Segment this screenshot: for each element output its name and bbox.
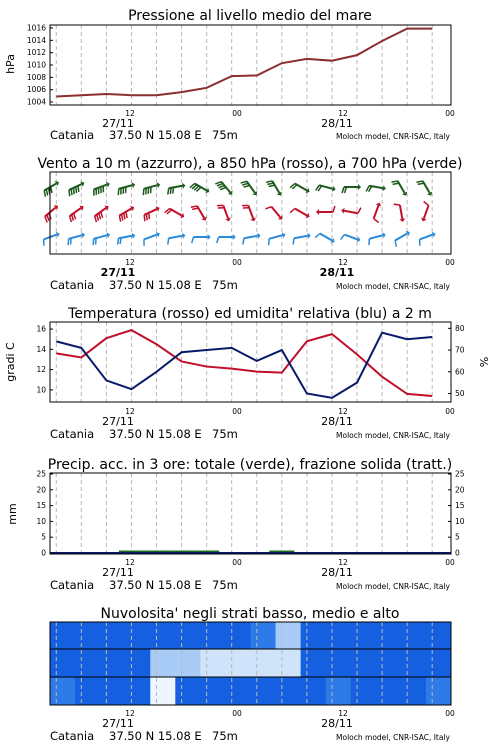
- temperature-location: [50, 427, 451, 441]
- y-tick-label: 1012: [26, 48, 46, 58]
- wind-barb: [94, 182, 110, 196]
- y-tick-label: 25: [455, 469, 465, 479]
- precipitation-ylabel: mm: [6, 503, 19, 525]
- y-tick-label: 1010: [26, 60, 46, 70]
- wind-barb-feather: [269, 185, 275, 186]
- tick-12-b: 12: [338, 709, 348, 718]
- wind-barb: [168, 233, 186, 245]
- wind-barb-feather: [244, 185, 250, 187]
- cloud-cell: [200, 649, 226, 677]
- cloud-cell: [100, 677, 126, 705]
- cloud-cell: [150, 622, 176, 649]
- wind-barb-feather: [341, 235, 345, 240]
- cloud-cell: [376, 649, 402, 677]
- wind-barb: [118, 233, 136, 245]
- loc-coords: 37.50 N 15.08 E: [109, 578, 202, 592]
- wind-barb: [342, 184, 361, 193]
- wind-barb: [421, 201, 429, 221]
- cloud-cell: [351, 622, 377, 649]
- wind-barb-feather: [118, 238, 119, 244]
- wind-barb: [417, 181, 433, 196]
- model-credit: Moloch model, CNR-ISAC, Italy: [336, 282, 450, 291]
- loc-elev: 75m: [212, 578, 238, 592]
- y-tick-label: 10: [36, 516, 46, 526]
- cloud-location: [50, 729, 451, 743]
- wind-barb-feather: [146, 214, 147, 220]
- wind-barb-feather: [101, 212, 103, 218]
- cloud-cell: [426, 622, 452, 649]
- cloud-cell: [351, 677, 377, 705]
- wind-barb-feather: [97, 215, 99, 221]
- loc-coords: 37.50 N 15.08 E: [109, 427, 202, 441]
- cloud-title: Nuvolosita' negli strati basso, medio e alto: [100, 606, 400, 622]
- wind-barb: [217, 205, 231, 221]
- tick-12-a: 12: [125, 258, 135, 267]
- tick-00-b: 00: [445, 709, 455, 718]
- cloud-cell: [251, 622, 277, 649]
- cloud-cell: [401, 677, 427, 705]
- cloud-cell: [276, 622, 302, 649]
- wind-barb-feather: [217, 237, 219, 243]
- wind-barb: [241, 181, 258, 195]
- cloud-cell: [75, 622, 101, 649]
- cloud-cell: [401, 622, 427, 649]
- temperature-grid: [56, 322, 432, 402]
- wind-barb-feather: [70, 216, 72, 222]
- wind-barb-feather: [358, 208, 361, 214]
- loc-name: Catania: [50, 729, 95, 743]
- pressure-grid: [56, 25, 432, 105]
- wind-barb-feather: [243, 238, 244, 244]
- pressure-location: [50, 128, 451, 142]
- wind-barb-feather: [219, 185, 225, 187]
- wind-barb-feather: [168, 238, 169, 244]
- wind-barb-feather: [74, 213, 76, 219]
- wind-barb-shaft: [144, 235, 157, 240]
- wind-barb-feather: [394, 204, 400, 205]
- cloud-cell: [426, 677, 452, 705]
- cloud-cell: [75, 677, 101, 705]
- wind-barb-feather: [241, 181, 247, 183]
- wind-barb-feather: [71, 189, 72, 195]
- wind-barb-feather: [391, 181, 397, 182]
- tick-12-a: 12: [125, 407, 135, 416]
- cloud-cell: [175, 677, 201, 705]
- pressure-ylabel: hPa: [4, 54, 17, 74]
- cloud-cell: [326, 677, 352, 705]
- wind-barb: [265, 207, 282, 220]
- wind-barb: [341, 208, 361, 214]
- cloud-cell: [125, 677, 151, 705]
- model-credit: Moloch model, CNR-ISAC, Italy: [336, 582, 450, 591]
- wind-barb: [366, 185, 386, 192]
- wind-barb-feather: [267, 183, 273, 184]
- wind-barb-shaft: [295, 209, 307, 216]
- wind-barb: [45, 205, 58, 222]
- cloud-cell: [200, 677, 226, 705]
- wind-barb-feather: [242, 183, 248, 185]
- temperature-title: Temperatura (rosso) ed umidita' relativa (blu) a 2 m: [68, 306, 432, 322]
- wind-barb-feather: [220, 187, 226, 189]
- pressure-line: [56, 29, 432, 97]
- wind-barb-head: [358, 184, 361, 190]
- cloud-cell: [225, 622, 251, 649]
- cloud-cells: [50, 622, 452, 705]
- wind-barb-feather: [51, 187, 52, 193]
- cloud-cell: [125, 622, 151, 649]
- model-credit: Moloch model, CNR-ISAC, Italy: [336, 431, 450, 440]
- wind-barb-shaft: [374, 205, 379, 218]
- wind-barb-feather: [266, 181, 272, 182]
- tick-00-a: 00: [232, 407, 242, 416]
- wind-barb-feather: [170, 188, 171, 194]
- cloud-cell: [376, 677, 402, 705]
- wind-barb-feather: [122, 214, 123, 220]
- wind-barb: [391, 181, 407, 196]
- wind-barb-feather: [192, 208, 198, 209]
- cloud-cell: [100, 649, 126, 677]
- cloud-cell: [100, 622, 126, 649]
- wind-barb-shaft: [420, 235, 433, 240]
- wind-barb-feather: [192, 237, 194, 243]
- y-tick-label: 5: [41, 532, 46, 542]
- wind-barb-feather: [69, 190, 70, 196]
- wind-barb-feather: [74, 188, 75, 194]
- precipitation-location: [50, 578, 451, 592]
- wind-barb-feather: [418, 183, 424, 184]
- y-tick-label: 0: [41, 548, 46, 558]
- wind-barb-shaft: [269, 235, 283, 239]
- wind-xaxis: [101, 258, 455, 279]
- wind-barb-feather: [99, 213, 101, 219]
- y-tick-label: 10: [455, 516, 465, 526]
- wind-barb: [118, 182, 135, 195]
- wind-barb: [69, 181, 84, 196]
- wind-barb: [316, 185, 336, 192]
- y-tick-label: 12: [36, 365, 46, 375]
- y-tick-label: 80: [455, 323, 465, 333]
- tick-00-b: 00: [445, 109, 455, 118]
- wind-barb-feather: [76, 187, 77, 193]
- wind-barb: [119, 206, 134, 222]
- y-tick-label: 1006: [26, 85, 46, 95]
- loc-coords: 37.50 N 15.08 E: [109, 729, 202, 743]
- loc-elev: 75m: [212, 427, 238, 441]
- wind-barb-feather: [44, 191, 45, 197]
- cloud-cell: [50, 622, 76, 649]
- model-credit: Moloch model, CNR-ISAC, Italy: [336, 733, 450, 742]
- wind-barb-feather: [124, 213, 125, 219]
- cloud-cell: [225, 649, 251, 677]
- wind-barb-feather: [168, 188, 169, 194]
- wind-barb: [269, 232, 286, 245]
- wind-barb-feather: [342, 187, 344, 193]
- pressure-yticks: [27, 24, 53, 107]
- y-tick-label: 20: [455, 485, 465, 495]
- humidity-ylabel: %: [478, 356, 491, 368]
- cloud-cell: [376, 622, 402, 649]
- wind-panel: [37, 156, 462, 292]
- tick-00-a: 00: [232, 558, 242, 567]
- wind-barb-shaft: [395, 234, 407, 241]
- wind-barb: [44, 232, 60, 246]
- wind-barb: [293, 233, 311, 245]
- tick-12-b: 12: [338, 109, 348, 118]
- cloud-cell: [301, 677, 327, 705]
- wind-barb-shaft: [400, 205, 402, 219]
- wind-barb-feather: [424, 201, 429, 205]
- wind-barb-head: [233, 234, 236, 240]
- date-1: 27/11: [100, 266, 136, 279]
- wind-barb-feather: [393, 183, 399, 184]
- y-tick-label: 16: [36, 324, 46, 334]
- wind-barb-feather: [149, 213, 150, 219]
- wind-barb: [374, 203, 382, 223]
- wind-barb-feather: [215, 182, 221, 184]
- precipitation-title: Precip. acc. in 3 ore: totale (verde), frazione solida (tratt.): [47, 457, 453, 473]
- temperature-yticks: [36, 325, 53, 395]
- cloud-cell: [301, 649, 327, 677]
- tick-00-a: 00: [232, 258, 242, 267]
- y-tick-label: 50: [455, 388, 465, 398]
- date-2: 28/11: [321, 415, 353, 428]
- wind-barb-head: [399, 218, 405, 221]
- wind-barb-shaft: [424, 205, 429, 218]
- date-2: 28/11: [321, 566, 353, 579]
- wind-barb-head: [257, 233, 260, 239]
- tick-00-a: 00: [232, 109, 242, 118]
- cloud-cell: [175, 649, 201, 677]
- y-tick-label: 5: [455, 532, 460, 542]
- date-2: 28/11: [319, 266, 355, 279]
- date-2: 28/11: [321, 717, 353, 730]
- loc-name: Catania: [50, 128, 95, 142]
- y-tick-label: 10: [36, 385, 46, 395]
- wind-barb: [144, 206, 159, 221]
- humidity-line: [56, 333, 432, 398]
- cloud-cell: [125, 649, 151, 677]
- wind-barbs: [44, 181, 436, 247]
- pressure-title: Pressione al livello medio del mare: [128, 8, 372, 24]
- wind-barb: [243, 233, 261, 245]
- tick-12-a: 12: [125, 558, 135, 567]
- y-tick-label: 1016: [26, 23, 46, 33]
- pressure-xaxis: [102, 109, 455, 130]
- cloud-cell: [251, 649, 277, 677]
- tick-12-a: 12: [125, 109, 135, 118]
- cloud-cell: [175, 622, 201, 649]
- wind-barb-feather: [191, 206, 197, 207]
- wind-barb-head: [208, 234, 211, 240]
- model-credit: Moloch model, CNR-ISAC, Italy: [336, 132, 450, 141]
- y-tick-label: 60: [455, 367, 465, 377]
- tick-00-b: 00: [445, 407, 455, 416]
- wind-barb-feather: [395, 241, 396, 247]
- cloud-cell: [276, 677, 302, 705]
- wind-barb-feather: [315, 234, 320, 238]
- wind-barb-head: [341, 208, 344, 214]
- loc-elev: 75m: [212, 128, 238, 142]
- wind-barb: [93, 232, 110, 245]
- wind-barb-feather: [72, 215, 74, 221]
- wind-location: [50, 278, 451, 292]
- precipitation-panel: [6, 457, 465, 592]
- pressure-panel: [4, 8, 455, 142]
- cloud-cell: [276, 649, 302, 677]
- wind-barb-head: [382, 185, 385, 191]
- wind-barb-shaft: [320, 234, 332, 241]
- wind-title: Vento a 10 m (azzurro), a 850 hPa (rosso), a 700 hPa (verde): [37, 156, 463, 172]
- y-tick-label: 0: [455, 548, 460, 558]
- wind-barb: [215, 182, 232, 195]
- wind-barb-feather: [417, 181, 423, 182]
- wind-barb-shaft: [271, 207, 280, 218]
- wind-barb-feather: [293, 238, 294, 244]
- wind-barb-feather: [45, 216, 47, 222]
- cloud-cell: [426, 649, 452, 677]
- wind-barb-shaft: [294, 236, 308, 238]
- tick-00-b: 00: [445, 258, 455, 267]
- precipitation-frame: [50, 473, 451, 554]
- tick-12-a: 12: [125, 709, 135, 718]
- wind-barb-feather: [290, 209, 295, 213]
- loc-name: Catania: [50, 578, 95, 592]
- y-tick-label: 14: [36, 344, 46, 354]
- wind-barb: [95, 206, 109, 223]
- cloud-cell: [351, 649, 377, 677]
- y-tick-label: 1014: [26, 35, 46, 45]
- cloud-cell: [326, 649, 352, 677]
- date-2: 28/11: [321, 117, 353, 130]
- wind-barb: [168, 183, 186, 195]
- y-tick-label: 1008: [26, 72, 46, 82]
- precipitation-grid: [56, 473, 432, 554]
- wind-barb-feather: [46, 189, 47, 195]
- cloud-cell: [251, 677, 277, 705]
- cloud-cell: [401, 649, 427, 677]
- wind-barb: [192, 234, 211, 243]
- loc-elev: 75m: [212, 729, 238, 743]
- wind-barb-feather: [119, 216, 120, 222]
- wind-barb: [70, 206, 84, 223]
- tick-12-b: 12: [338, 558, 348, 567]
- temperature-xaxis: [102, 407, 455, 428]
- loc-name: Catania: [50, 278, 95, 292]
- cloud-cell: [50, 649, 76, 677]
- loc-coords: 37.50 N 15.08 E: [109, 128, 202, 142]
- wind-barb-head: [182, 183, 185, 189]
- loc-name: Catania: [50, 427, 95, 441]
- wind-barb-shaft: [344, 235, 357, 240]
- wind-barb: [68, 232, 85, 245]
- wind-barb-shaft: [369, 235, 383, 239]
- loc-elev: 75m: [212, 278, 238, 292]
- wind-barb: [242, 205, 256, 221]
- tick-12-b: 12: [338, 407, 348, 416]
- wind-barb-shaft: [169, 236, 183, 238]
- wind-barb-feather: [47, 215, 49, 221]
- cloud-cell: [150, 677, 176, 705]
- y-tick-label: 25: [36, 469, 46, 479]
- wind-barb-shaft: [344, 211, 358, 213]
- wind-barb-head: [316, 209, 319, 215]
- tick-00-b: 00: [445, 558, 455, 567]
- wind-barb: [191, 206, 207, 221]
- cloud-panel: [50, 606, 455, 743]
- y-tick-label: 15: [36, 501, 46, 511]
- y-tick-label: 70: [455, 345, 465, 355]
- wind-barb-feather: [126, 212, 127, 218]
- wind-barb-shaft: [244, 236, 258, 238]
- date-1: 27/11: [102, 117, 134, 130]
- cloud-cell: [301, 622, 327, 649]
- y-tick-label: 20: [36, 485, 46, 495]
- wind-barb-head: [182, 233, 185, 239]
- wind-barb-head: [307, 233, 310, 239]
- wind-barb: [369, 232, 386, 245]
- wind-barb-feather: [333, 206, 335, 212]
- wind-barb-feather: [374, 219, 379, 223]
- precipitation-yticks: [36, 470, 464, 558]
- temperature-ylabel: gradi C: [4, 342, 17, 382]
- cloud-cell: [200, 622, 226, 649]
- cloud-cell: [150, 649, 176, 677]
- cloud-cell: [75, 649, 101, 677]
- wind-barb: [143, 182, 160, 195]
- date-1: 27/11: [102, 415, 134, 428]
- wind-barb: [394, 204, 406, 222]
- wind-barb: [144, 232, 160, 246]
- wind-barb-feather: [95, 216, 97, 222]
- y-tick-label: 1004: [26, 97, 46, 107]
- wind-barb-feather: [265, 207, 271, 209]
- temperature-line: [56, 330, 432, 396]
- wind-barb: [420, 232, 436, 246]
- wind-barb-head: [132, 233, 135, 239]
- wind-barb-feather: [217, 184, 223, 186]
- wind-barb-feather: [78, 186, 79, 192]
- tick-00-a: 00: [232, 709, 242, 718]
- temperature-panel: [4, 306, 491, 441]
- wind-barb: [266, 181, 282, 196]
- cloud-cell: [50, 677, 76, 705]
- cloud-cell: [225, 677, 251, 705]
- loc-coords: 37.50 N 15.08 E: [109, 278, 202, 292]
- wind-barb-feather: [144, 215, 145, 221]
- cloud-xaxis: [102, 709, 455, 730]
- wind-barb-feather: [173, 187, 174, 193]
- wind-barb: [217, 234, 236, 243]
- precipitation-xaxis: [102, 558, 455, 579]
- date-1: 27/11: [102, 717, 134, 730]
- date-1: 27/11: [102, 566, 134, 579]
- tick-12-b: 12: [338, 258, 348, 267]
- y-tick-label: 15: [455, 501, 465, 511]
- wind-barb-feather: [120, 238, 121, 244]
- cloud-cell: [326, 622, 352, 649]
